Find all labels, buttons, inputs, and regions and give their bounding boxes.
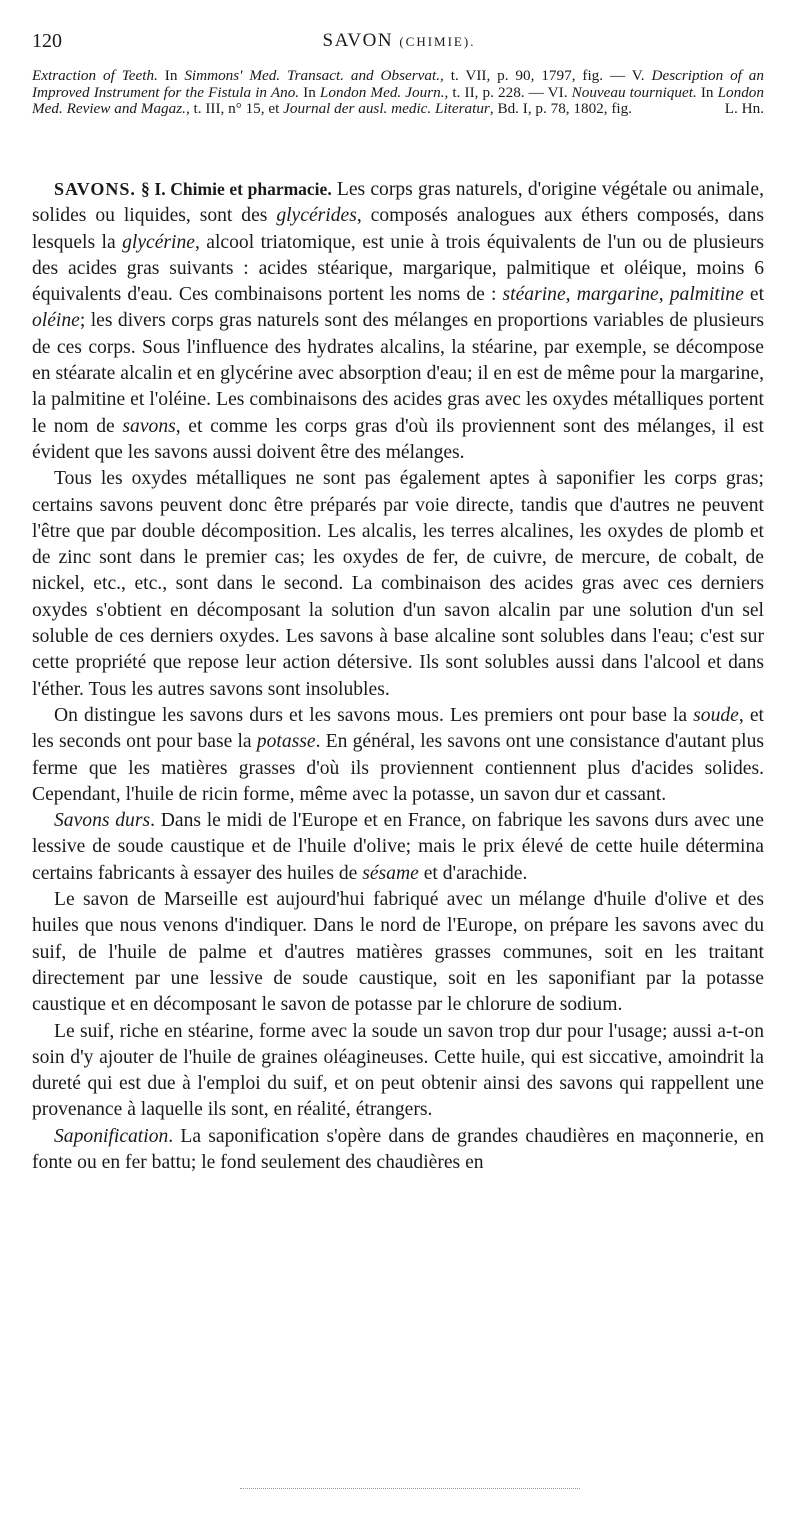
- body-paragraph: [32, 887, 764, 1018]
- text-run: , t. III, n° 15, et: [185, 100, 284, 118]
- text-run: Le suif, riche en stéarine, forme avec la soude un savon trop dur pour l'usage; aussi a-t-on soin d'y ajouter de l'huile de graines oléagineuses. Cette huile, qui est siccative, amoindrit la dureté qui est due à l'emploi du suif, et on peut obtenir ainsi des savons qui rappellent une provenance à laquelle ils sont, en réalité, étrangers.: [32, 1020, 764, 1121]
- body-paragraph: [32, 1019, 764, 1124]
- italic-text: Savons durs: [54, 810, 151, 832]
- text-run: Les corps gras naturels, d'origine végétale ou animale, solides ou liquides, sont des: [32, 179, 765, 227]
- italic-text: oléine: [32, 310, 80, 332]
- italic-text: glycérides: [276, 205, 357, 227]
- text-run: On distingue les savons durs et les savons mous. Les premiers ont pour base la: [54, 704, 694, 726]
- article-body: [32, 176, 764, 1176]
- italic-text: Journal der ausl. medic. Literatur: [283, 100, 490, 118]
- italic-text: soude: [693, 704, 739, 726]
- italic-text: Simmons' Med. Transact. and Observat.: [184, 67, 441, 84]
- bibliography-block: [32, 68, 764, 118]
- italic-text: glycérine: [122, 231, 195, 253]
- text-run: In: [299, 83, 320, 101]
- italic-text: palmitine: [669, 284, 744, 306]
- running-title: [32, 30, 766, 52]
- text-run: , Bd. I, p. 78, 1802, fig.: [489, 100, 633, 118]
- text-run: Tous les oxydes métalliques ne sont pas également aptes à saponifier les corps gras; certains savons peuvent donc être préparés par voie directe, tandis que d'autres ne peuvent l'être que par double décomposition. Les alcalis, les terres alcalines, les oxydes de plomb et de zinc sont dans le premier cas; les oxydes de fer, de cuivre, de mercure, de cobalt, de nickel, etc., etc., sont dans le second. La combinaison des acides gras avec ces derniers oxydes s'obtient en décomposant la solution d'un savon alcalin par une solution d'un sel soluble de ces derniers oxydes. Les savons à base alcaline sont solubles dans l'eau; c'est sur cette propriété que repose leur action détersive. Ils sont solubles aussi dans l'alcool et dans l'éther. Tous les autres savons sont insolubles.: [32, 468, 764, 700]
- text-run: , et comme les corps gras d'où ils proviennent sont des mélanges, il est évident que les savons aussi doivent être des mélanges.: [32, 415, 764, 463]
- text-run: , t. II, p. 228. — VI.: [444, 83, 572, 101]
- text-run: . La saponification s'opère dans de grandes chaudières en maçonnerie, en fonte ou en fer battu; le fond seulement des chaudières en: [32, 1125, 764, 1173]
- italic-text: stéarine: [502, 284, 566, 306]
- text-run: , et les seconds ont pour base la: [32, 704, 764, 753]
- body-paragraph: [32, 808, 764, 887]
- text-run: , composés analogues aux éthers composés, dans lesquels la: [32, 205, 764, 253]
- text-run: In: [157, 67, 185, 84]
- italic-text: savons: [122, 415, 176, 437]
- footer-rule: [240, 1488, 580, 1489]
- entry-head-word: SAVONS.: [54, 179, 136, 199]
- running-title-main: SAVON: [322, 30, 394, 51]
- author-signature: L. Hn.: [724, 100, 764, 118]
- page-header: [32, 30, 766, 56]
- text-run: . Dans le midi de l'Europe et en France, on fabrique les savons durs avec une lessive de soude caustique et de l'huile d'olive; mais le prix élevé de cette huile détermina certains fabricants à essayer des huiles de: [32, 810, 764, 884]
- text-run: ,: [565, 284, 577, 306]
- body-paragraph: [32, 703, 764, 808]
- text-run: ,: [658, 284, 670, 306]
- italic-text: potasse: [256, 731, 316, 753]
- page-number: 120: [32, 30, 62, 52]
- text-run: , alcool triatomique, est unie à trois équivalents de l'un ou de plusieurs des acides gras suivants : acides stéarique, margarique, palmitique et oléique, moins 6 équivalents d'eau. Ces combinaisons portent les noms de :: [32, 231, 764, 306]
- body-paragraph: [32, 1124, 764, 1177]
- text-run: et: [743, 284, 765, 306]
- text-run: . En général, les savons ont une consistance d'autant plus ferme que les matières grasses d'où ils proviennent contiennent plus d'acides solides. Cependant, l'huile de ricin forme, même avec la potasse, un savon dur et cassant.: [32, 731, 764, 805]
- text-run: ; les divers corps gras naturels sont des mélanges en proportions variables de plusieurs de ces corps. Sous l'influence des hydrates alcalins, la stéarine, par exemple, se décompose en stéarate alcalin et en glycérine avec absorption d'eau; il en est de même pour la margarine, la palmitine et l'oléine. Les combinaisons des acides gras avec les oxydes métalliques portent le nom de: [32, 310, 764, 437]
- text-run: Le savon de Marseille est aujourd'hui fabriqué avec un mélange d'huile d'olive et des huiles que nous venons d'indiquer. Dans le nord de l'Europe, on prépare les savons avec du suif, de l'huile de palme et d'autres matières grasses communes, soit en les traitant directement par une lessive de soude caustique, soit en les saponifiant par la potasse caustique et en décomposant le savon de potasse par le chlorure de sodium.: [32, 889, 764, 1016]
- italic-text: London Med. Journ.: [319, 83, 445, 101]
- entry-paragraph: [32, 176, 764, 466]
- bibliography-text: [32, 67, 764, 117]
- italic-text: margarine: [576, 284, 659, 306]
- text-run: et d'arachide.: [418, 862, 528, 884]
- section-title: § I. Chimie et pharmacie.: [141, 179, 332, 199]
- text-run: In: [696, 83, 718, 101]
- italic-text: Nouveau tourniquet.: [571, 83, 697, 101]
- italic-text: Extraction of Teeth.: [32, 67, 158, 84]
- italic-text: London Med. Review and Magaz.: [32, 83, 764, 118]
- italic-text: Description of an Improved Instrument for the Fistula in Ano.: [32, 67, 764, 101]
- body-paragraph: [32, 466, 764, 703]
- text-run: , t. VII, p. 90, 1797, fig. — V.: [440, 67, 652, 84]
- italic-text: sésame: [362, 862, 419, 884]
- italic-text: Saponification: [54, 1125, 169, 1147]
- running-title-subtitle: (CHIMIE).: [399, 34, 476, 49]
